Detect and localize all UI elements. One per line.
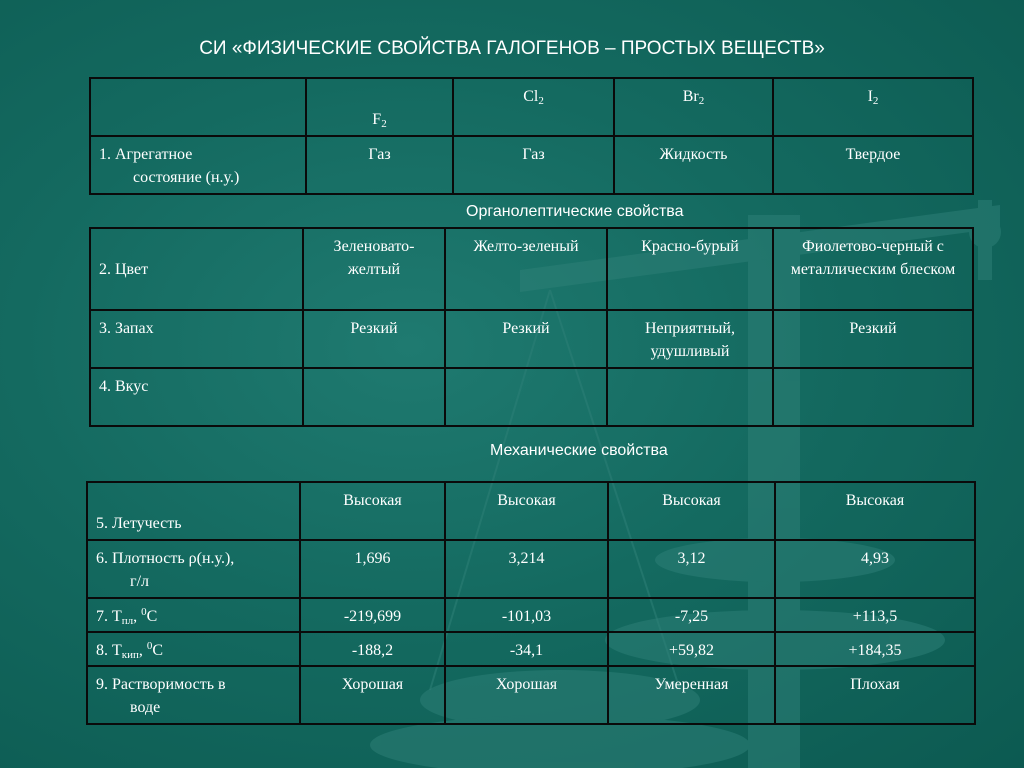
cell-density-cl2: 3,214 (445, 540, 608, 598)
cell-smell-cl2: Резкий (445, 310, 607, 368)
header-i2-symbol: I (867, 88, 873, 105)
cell-boiling-br2: +59,82 (608, 632, 775, 666)
cell-solubility-br2: Умеренная (608, 666, 775, 724)
cell-color-br2: Красно-бурый (607, 228, 773, 310)
cell-volatility-br2: Высокая (608, 482, 775, 540)
table-row-boiling (87, 632, 975, 666)
header-f2-symbol: F (372, 111, 382, 128)
cell-solubility-cl2: Хорошая (445, 666, 608, 724)
cell-boiling-i2: +184,35 (775, 632, 975, 666)
row-label-density (87, 540, 300, 598)
cell-boiling-cl2: -34,1 (445, 632, 608, 666)
table-row-color (90, 228, 973, 310)
table-state (89, 77, 974, 195)
cell-state-i2: Твердое (773, 136, 973, 194)
cell-smell-f2: Резкий (303, 310, 445, 368)
row-label-melting-sup: 0 (141, 606, 147, 618)
cell-density-f2: 1,696 (300, 540, 445, 598)
table-row-volatility (87, 482, 975, 540)
header-f2 (306, 78, 453, 136)
cell-taste-cl2 (445, 368, 607, 426)
row-label-density-line2: г/л (130, 573, 149, 590)
header-cl2-subscript: 2 (538, 95, 544, 107)
table-row-taste (90, 368, 973, 426)
row-label-volatility: 5. Летучесть (87, 482, 300, 540)
cell-smell-br2: Неприятный, удушливый (607, 310, 773, 368)
cell-solubility-f2: Хорошая (300, 666, 445, 724)
table-organoleptic (89, 227, 974, 427)
cell-taste-f2 (303, 368, 445, 426)
cell-smell-i2: Резкий (773, 310, 973, 368)
cell-solubility-i2: Плохая (775, 666, 975, 724)
row-label-color: 2. Цвет (90, 228, 303, 310)
row-label-boiling (87, 632, 300, 666)
cell-melting-f2: -219,699 (300, 598, 445, 632)
section-title-mechanical: Механические свойства (490, 442, 668, 459)
cell-density-i2: 4,93 (775, 540, 975, 598)
row-label-smell: 3. Запах (90, 310, 303, 368)
row-label-density-line1: 6. Плотность ρ(н.у.), (96, 550, 235, 567)
header-f2-subscript: 2 (381, 118, 387, 130)
row-label-boiling-sub: кип (121, 649, 139, 661)
table-mechanical (86, 481, 976, 725)
header-i2-subscript: 2 (872, 95, 879, 107)
row-label-melting-sub: пл (121, 615, 134, 627)
header-empty-cell (90, 78, 306, 136)
table-row-state (90, 136, 973, 194)
cell-state-f2: Газ (306, 136, 453, 194)
row-label-boiling-mid: , (138, 642, 147, 659)
row-label-solubility (87, 666, 300, 724)
row-label-melting-pre: 7. Т (96, 608, 122, 625)
header-cl2 (453, 78, 614, 136)
row-label-melting-post: С (146, 608, 158, 625)
table-row-smell (90, 310, 973, 368)
cell-volatility-cl2: Высокая (445, 482, 608, 540)
cell-density-br2: 3,12 (608, 540, 775, 598)
cell-melting-br2: -7,25 (608, 598, 775, 632)
page-title: СИ «ФИЗИЧЕСКИЕ СВОЙСТВА ГАЛОГЕНОВ – ПРОСТЫХ ВЕЩЕСТВ» (199, 38, 825, 59)
cell-color-i2: Фиолетово-черный с металлическим блеском (773, 228, 973, 310)
cell-color-cl2: Желто-зеленый (445, 228, 607, 310)
row-label-melting (87, 598, 300, 632)
cell-taste-br2 (607, 368, 773, 426)
cell-melting-cl2: -101,03 (445, 598, 608, 632)
cell-boiling-f2: -188,2 (300, 632, 445, 666)
table-row-melting (87, 598, 975, 632)
row-label-state (90, 136, 306, 194)
row-label-boiling-post: С (152, 642, 164, 659)
header-br2-subscript: 2 (698, 95, 705, 107)
table-header-row (90, 78, 973, 136)
header-cl2-symbol: Cl (523, 88, 539, 105)
row-label-solubility-line1: 9. Растворимость в (96, 676, 226, 693)
cell-state-br2: Жидкость (614, 136, 773, 194)
cell-state-cl2: Газ (453, 136, 614, 194)
row-label-boiling-pre: 8. Т (96, 642, 122, 659)
cell-volatility-f2: Высокая (300, 482, 445, 540)
cell-volatility-i2: Высокая (775, 482, 975, 540)
header-br2 (614, 78, 773, 136)
cell-color-f2: Зеленовато-желтый (303, 228, 445, 310)
row-label-solubility-line2: воде (130, 699, 161, 716)
cell-taste-i2 (773, 368, 973, 426)
row-label-boiling-sup: 0 (146, 640, 153, 652)
row-label-taste: 4. Вкус (90, 368, 303, 426)
row-label-melting-mid: , (133, 608, 142, 625)
header-i2 (773, 78, 973, 136)
row-label-state-line1: 1. Агрегатное (99, 146, 193, 163)
header-br2-symbol: Br (682, 88, 699, 105)
table-row-density (87, 540, 975, 598)
row-label-state-line2: состояние (н.у.) (133, 169, 240, 186)
table-row-solubility (87, 666, 975, 724)
section-title-organoleptic: Органолептические свойства (466, 203, 684, 220)
cell-melting-i2: +113,5 (775, 598, 975, 632)
